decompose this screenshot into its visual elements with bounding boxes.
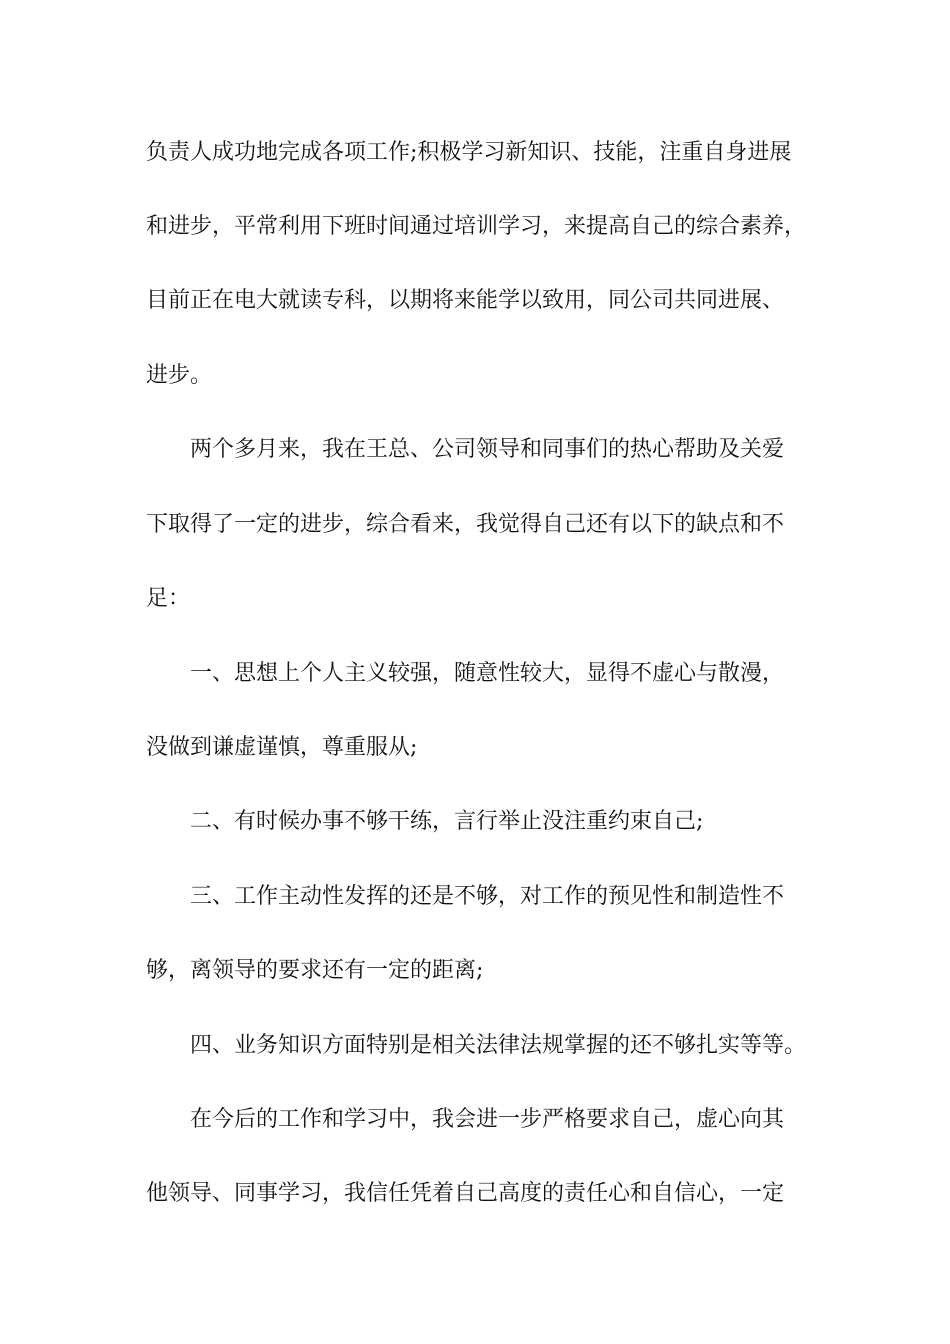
list-item-4: 四、业务知识方面特别是相关法律法规掌握的还不够扎实等等。 — [190, 1033, 807, 1058]
list-item-3-line-1: 三、工作主动性发挥的还是不够，对工作的预见性和制造性不 — [190, 884, 785, 909]
list-item-2: 二、有时候办事不够干练，言行举止没注重约束自己; — [190, 809, 704, 834]
text-line: 目前正在电大就读专科，以期将来能学以致用，同公司共同进展、 — [146, 288, 785, 313]
text-line: 进步。 — [146, 363, 213, 388]
text-line: 足： — [146, 586, 191, 611]
text-line: 他领导、同事学习，我信任凭着自己高度的责任心和自信心，一定 — [146, 1181, 785, 1206]
paragraph-first-line: 在今后的工作和学习中，我会进一步严格要求自己，虚心向其 — [190, 1107, 785, 1132]
list-item-3-line-2: 够，离领导的要求还有一定的距离; — [146, 958, 484, 983]
paragraph-first-line: 两个多月来，我在王总、公司领导和同事们的热心帮助及关爱 — [190, 437, 785, 462]
list-item-1-line-2: 没做到谦虚谨慎，尊重服从; — [146, 735, 418, 760]
text-line: 下取得了一定的进步，综合看来，我觉得自己还有以下的缺点和不 — [146, 512, 785, 537]
text-line: 负责人成功地完成各项工作;积极学习新知识、技能，注重自身进展 — [146, 140, 792, 165]
list-item-1-line-1: 一、思想上个人主义较强，随意性较大，显得不虚心与散漫， — [190, 661, 785, 686]
text-line: 和进步，平常利用下班时间通过培训学习，来提高自己的综合素养， — [146, 214, 807, 239]
